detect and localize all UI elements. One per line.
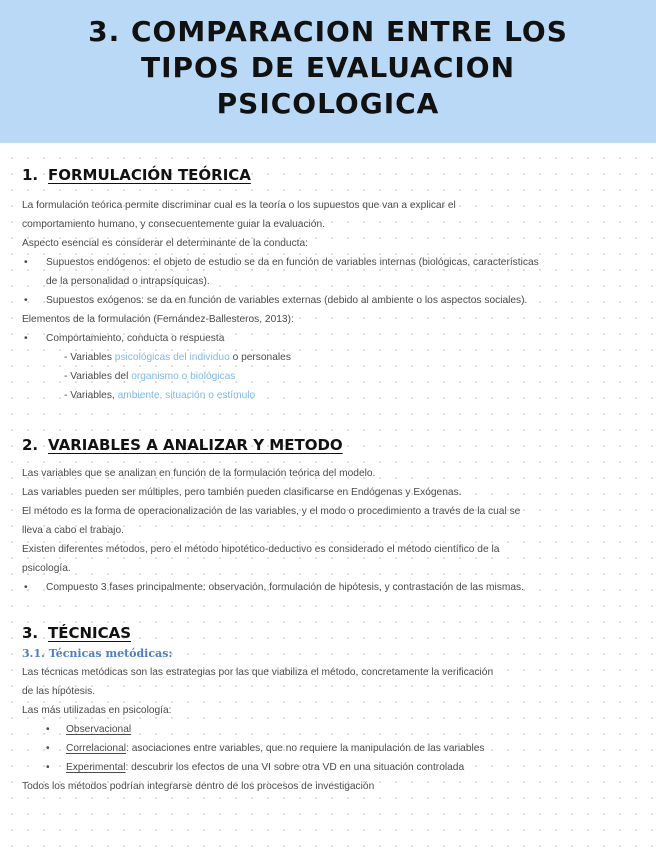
bullet-item: • Comportamiento, conducta o respuesta [22, 329, 640, 348]
variable-highlight: psicológicas del individuo [114, 352, 230, 363]
bullet-item: • Supuestos endógenos: el objeto de estudio se da en función de variables internas (biológicas, características [22, 253, 640, 272]
variable-prefix: - Variables [64, 352, 115, 363]
section-title: VARIABLES A ANALIZAR Y METODO [48, 436, 343, 454]
bullet-item [22, 758, 640, 777]
document-body [22, 163, 640, 796]
bullet-item [22, 720, 640, 739]
title-line-3: PSICOLOGICA [216, 87, 440, 120]
bullet-item [22, 739, 640, 758]
paragraph: Todos los métodos podrían integrarse dentro de los procesos de investigación [22, 781, 375, 792]
section-1-heading [22, 163, 640, 187]
variable-suffix: o personales [229, 352, 291, 363]
bullet-item: • Supuestos exógenos: se da en función de variables externas (debido al ambiente o los aspectos sociales). [22, 291, 640, 310]
title-line-1: 3. COMPARACION ENTRE LOS [88, 15, 568, 48]
section-tecnicas [22, 621, 640, 796]
variable-prefix: - Variables del [64, 371, 132, 382]
bullet-item: • Compuesto 3 fases principalmente: observación, formulación de hipótesis, y contrastación de las mismas. [22, 578, 640, 597]
paragraph: comportamiento humano, y consecuentemente guiar la evaluación. [22, 219, 325, 230]
variable-highlight: ambiente, situación o estímulo [117, 390, 256, 401]
variable-item [22, 367, 640, 386]
section-title: TÉCNICAS [48, 624, 132, 642]
subsection-title: 3.1. Técnicas metódicas: [22, 647, 173, 660]
paragraph: lleva a cabo el trabajo. [22, 525, 124, 536]
paragraph: Elementos de la formulación (Fernández-Ballesteros, 2013): [22, 314, 294, 325]
page-title [0, 0, 656, 122]
variable-highlight: organismo o biológicas [131, 371, 236, 382]
bullet-continuation: de la personalidad o intrapsíquicas). [46, 276, 210, 287]
technique-description: : asociaciones entre variables, que no requiere la manipulación de las variables [126, 743, 485, 754]
section-number: 1. [22, 166, 39, 184]
section-formulacion-teorica [22, 163, 640, 405]
paragraph: de las hipótesis. [22, 686, 96, 697]
technique-description: : descubrir los efectos de una VI sobre otra VD en una situación controlada [125, 762, 465, 773]
paragraph: Aspecto esencial es considerar el determinante de la conducta: [22, 238, 308, 249]
paragraph: La formulación teórica permite discriminar cual es la teoría o los supuestos que van a explicar el [22, 200, 456, 211]
paragraph: Existen diferentes métodos, pero el método hipotético-deductivo es considerado el método científico de la [22, 544, 500, 555]
section-number: 3. [22, 624, 39, 642]
paragraph: Las más utilizadas en psicología: [22, 705, 172, 716]
variable-item [22, 348, 640, 367]
title-banner [0, 0, 656, 143]
section-title: FORMULACIÓN TEÓRICA [48, 166, 251, 184]
technique-term: Experimental [66, 762, 126, 773]
paragraph: El método es la forma de operacionalización de las variables, y el modo o procedimiento a través de la cual se [22, 506, 521, 517]
paragraph: psicología. [22, 563, 71, 574]
paragraph: Las variables pueden ser múltiples, pero también pueden clasificarse en Endógenas y Exógenas. [22, 487, 462, 498]
variable-prefix: - Variables, [64, 390, 118, 401]
variable-item [22, 386, 640, 405]
title-line-2: TIPOS DE EVALUACION [140, 51, 516, 84]
section-3-heading [22, 621, 640, 645]
section-variables-metodo [22, 433, 640, 597]
paragraph: Las técnicas metódicas son las estrategias por las que viabiliza el método, concretamente la verificación [22, 667, 494, 678]
section-number: 2. [22, 436, 39, 454]
technique-term: Observacional [66, 724, 132, 735]
paragraph: Las variables que se analizan en función de la formulación teórica del modelo. [22, 468, 376, 479]
technique-term: Correlacional [66, 743, 127, 754]
section-2-heading [22, 433, 640, 457]
